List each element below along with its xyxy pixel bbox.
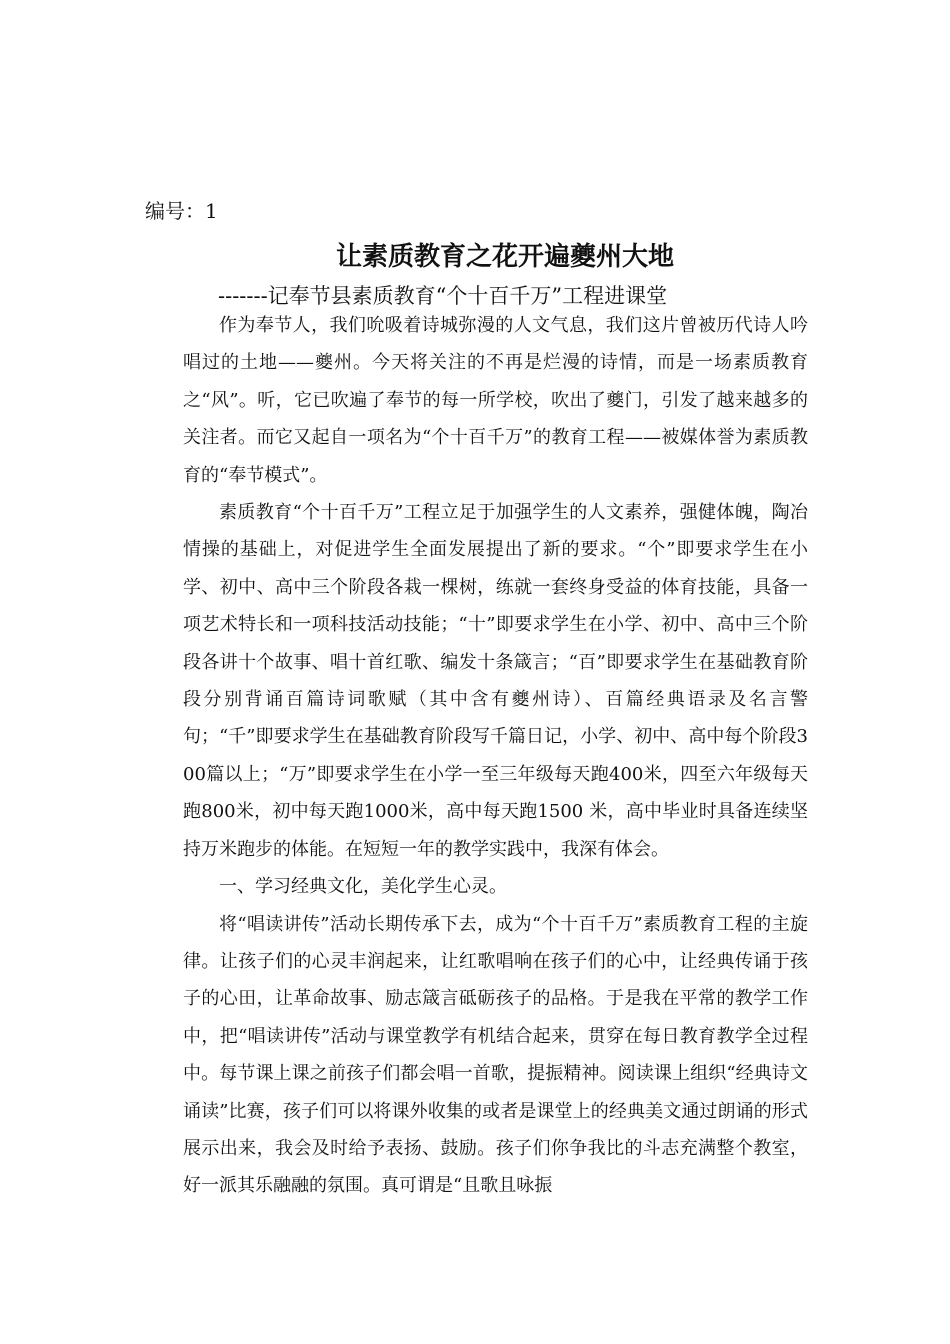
paragraph: 素质教育“个十百千万”工程立足于加强学生的人文素养，强健体魄，陶冶情操的基础上，对促进学生全面发展提出了新的要求。“个”即要求学生在小学、初中、高中三个阶段各栽一棵树，练就一套终身受益的体育技能，具备一项艺术特长和一项科技活动技能；“十”即要求学生在小学、初中、高中三个阶段各讲十个故事、唱十首红歌、编发十条箴言；“百”即要求学生在基础教育阶段分别背诵百篇诗词歌赋（其中含有夔州诗）、百篇经典语录及名言警句；“千”即要求学生在基础教育阶段写千篇日记，小学、初中、高中每个阶段300篇以上；“万”即要求学生在小学一至三年级每天跑400米，四至六年级每天跑800米，初中每天跑1000米，高中每天跑1500 米，高中毕业时具备连续坚持万米跑步的体能。在短短一年的教学实践中，我深有体会。: [183, 502, 808, 860]
section-heading: 一、学习经典文化，美化学生心灵。: [219, 876, 507, 898]
document-body: [183, 307, 808, 1205]
paragraph: 将“唱读讲传”活动长期传承下去，成为“个十百千万”素质教育工程的主旋律。让孩子们的心灵丰润起来，让红歌唱响在孩子们的心中，让经典传诵于孩子的心田，让革命故事、励志箴言砥砺孩子的品格。于是我在平常的教学工作中，把“唱读讲传”活动与课堂教学有机结合起来，贯穿在每日教育教学全过程中。每节课上课之前孩子们都会唱一首歌，提振精神。阅读课上组织“经典诗文诵读”比赛，孩子们可以将课外收集的或者是课堂上的经典美文通过朗诵的形式展示出来，我会及时给予表扬、鼓励。孩子们你争我比的斗志充满整个教室，好一派其乐融融的氛围。真可谓是“且歌且咏振: [183, 913, 808, 1197]
document-title: 让素质教育之花开遍夔州大地: [335, 242, 674, 272]
document-subtitle: -------记奉节县素质教育“个十百千万”工程进课堂: [218, 284, 668, 308]
document-number: 编号：1: [145, 199, 218, 223]
paragraph: 作为奉节人，我们吮吸着诗城弥漫的人文气息，我们这片曾被历代诗人吟唱过的土地——夔州。今天将关注的不再是烂漫的诗情，而是一场素质教育之“风”。听，它已吹遍了奉节的每一所学校，吹出了夔门，引发了越来越多的关注者。而它又起自一项名为“个十百千万”的教育工程——被媒体誉为素质教育的“奉节模式”。: [183, 315, 808, 486]
